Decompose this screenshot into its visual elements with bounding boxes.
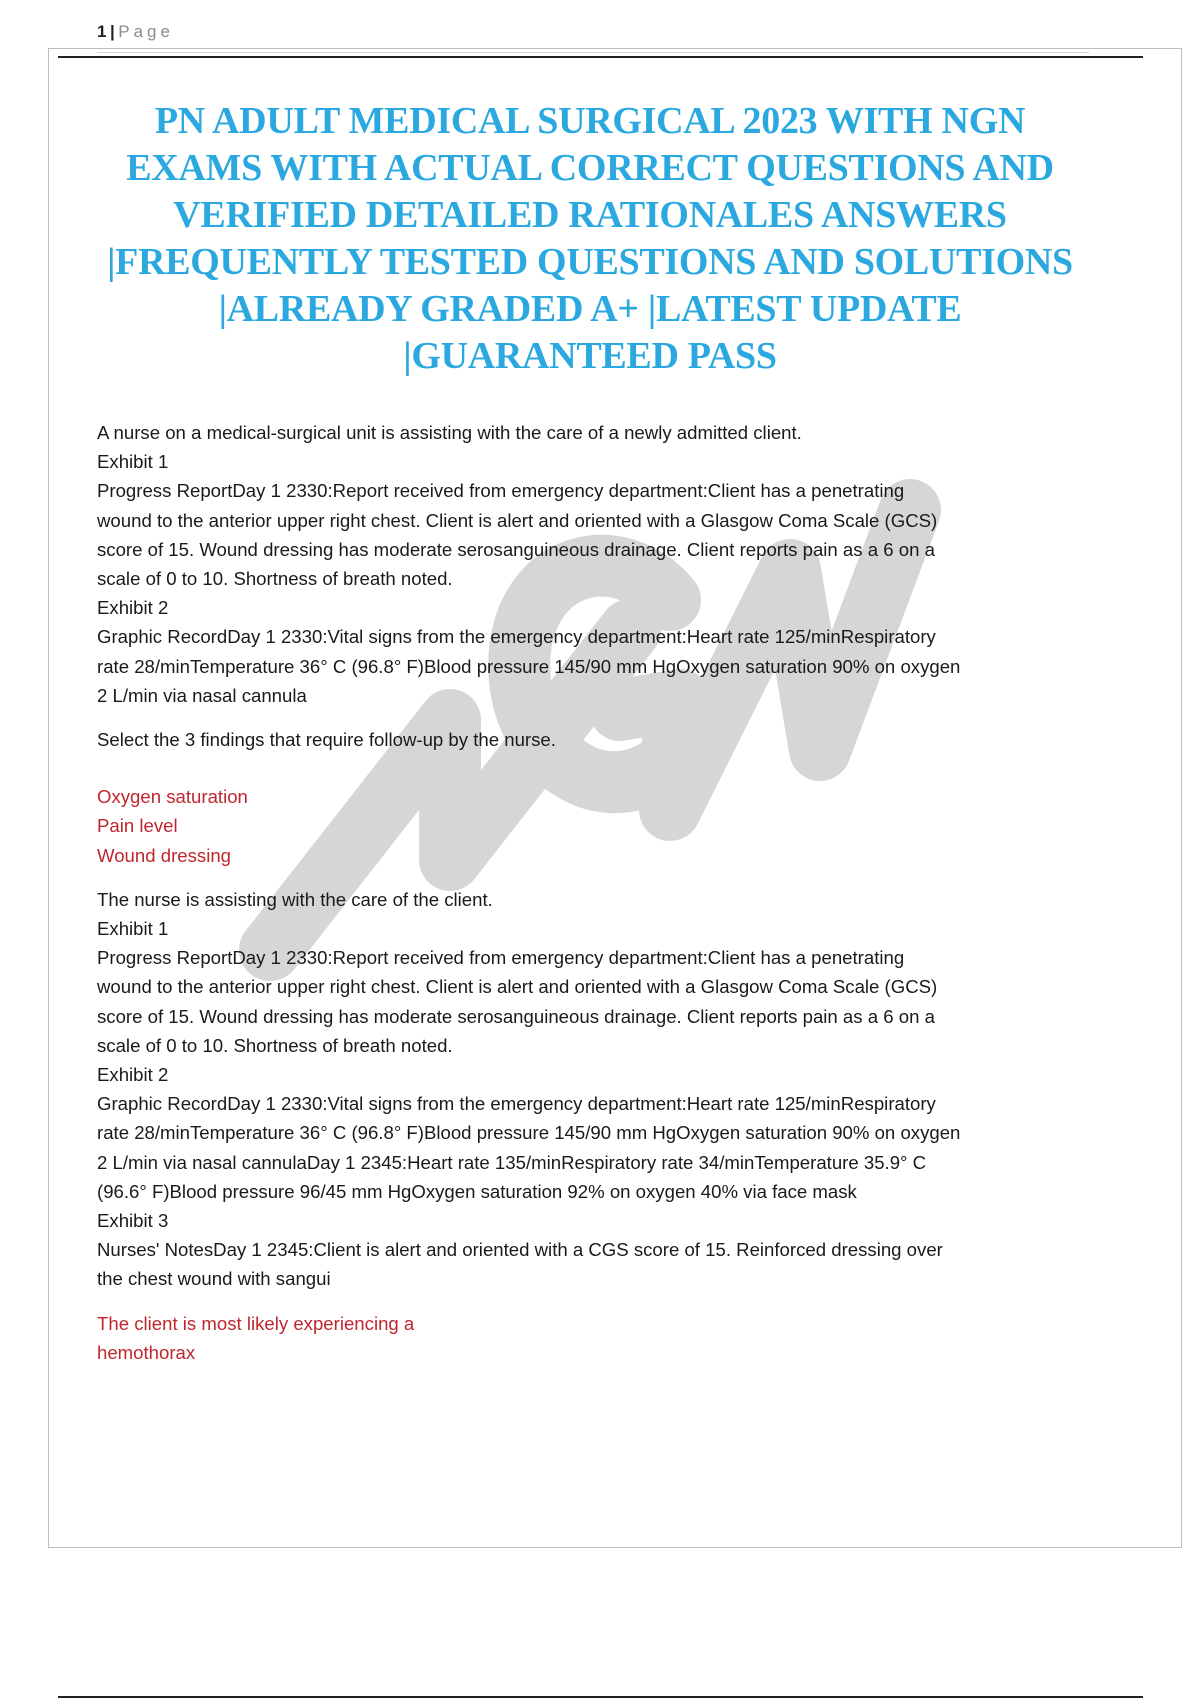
q1-exhibit1-line: scale of 0 to 10. Shortness of breath noted.	[97, 568, 453, 590]
page-number: 1	[97, 22, 107, 41]
q2-exhibit2-line: rate 28/minTemperature 36° C (96.8° F)Blood pressure 145/90 mm HgOxygen saturation 90% on oxygen	[97, 1122, 961, 1144]
q1-answer: Pain level	[97, 815, 178, 837]
q1-exhibit2-label: Exhibit 2	[97, 597, 169, 619]
q2-intro: The nurse is assisting with the care of the client.	[97, 888, 493, 910]
q1-exhibit1-line: Progress ReportDay 1 2330:Report received from emergency department:Client has a penetrating	[97, 480, 905, 502]
q2-answer: hemothorax	[97, 1341, 196, 1363]
bottom-rule	[58, 1696, 1143, 1698]
q2-exhibit2-line: Graphic RecordDay 1 2330:Vital signs from the emergency department:Heart rate 125/minRespiratory	[97, 1093, 936, 1115]
q1-exhibit2-line: Graphic RecordDay 1 2330:Vital signs from the emergency department:Heart rate 125/minRespiratory	[97, 626, 936, 648]
document-body	[97, 418, 1087, 1367]
q2-exhibit2-label: Exhibit 2	[97, 1064, 169, 1086]
q1-exhibit2-line: 2 L/min via nasal cannula	[97, 684, 307, 706]
q1-exhibit1-line: score of 15. Wound dressing has moderate serosanguineous drainage. Client reports pain as a 6 on a	[97, 538, 935, 560]
q2-exhibit3-line: the chest wound with sangui	[97, 1268, 331, 1290]
q2-exhibit1-line: score of 15. Wound dressing has moderate serosanguineous drainage. Client reports pain as a 6 on a	[97, 1005, 935, 1027]
q2-exhibit3-line: Nurses' NotesDay 1 2345:Client is alert and oriented with a CGS score of 15. Reinforced dressing over	[97, 1239, 943, 1261]
q1-exhibit1-line: wound to the anterior upper right chest. Client is alert and oriented with a Glasgow Coma Scale (GCS)	[97, 509, 938, 531]
q2-exhibit1-line: Progress ReportDay 1 2330:Report received from emergency department:Client has a penetrating	[97, 947, 905, 969]
q2-exhibit1-line: wound to the anterior upper right chest. Client is alert and oriented with a Glasgow Coma Scale (GCS)	[97, 976, 938, 998]
q1-intro: A nurse on a medical-surgical unit is assisting with the care of a newly admitted client.	[97, 422, 802, 443]
page-label: Page	[118, 22, 174, 41]
q1-exhibit2-line: rate 28/minTemperature 36° C (96.8° F)Blood pressure 145/90 mm HgOxygen saturation 90% on oxygen	[97, 655, 961, 677]
page-header	[97, 22, 1089, 53]
document-title: PN ADULT MEDICAL SURGICAL 2023 WITH NGN EXAMS WITH ACTUAL CORRECT QUESTIONS AND VERIFIED DETAILED RATIONALES ANSWERS |FREQUENTLY TESTED QUESTIONS AND SOLUTIONS |ALREADY GRADED A+ |LATEST UPDATE |GUARANTEED PASS	[107, 100, 1073, 377]
q1-answer: Oxygen saturation	[97, 786, 248, 808]
q1-answer: Wound dressing	[97, 844, 232, 866]
q1-exhibit1-label: Exhibit 1	[97, 451, 169, 473]
top-rule	[58, 56, 1143, 58]
q2-exhibit1-line: scale of 0 to 10. Shortness of breath noted.	[97, 1034, 453, 1056]
q2-answer: The client is most likely experiencing a	[97, 1312, 415, 1334]
q1-prompt: Select the 3 findings that require follow-up by the nurse.	[97, 729, 556, 751]
page-separator: |	[109, 22, 116, 41]
q2-exhibit2-line: 2 L/min via nasal cannulaDay 1 2345:Heart rate 135/minRespiratory rate 34/minTemperature 35.9° C	[97, 1151, 927, 1173]
q2-exhibit3-label: Exhibit 3	[97, 1210, 169, 1232]
q2-exhibit1-label: Exhibit 1	[97, 918, 169, 940]
q2-exhibit2-line: (96.6° F)Blood pressure 96/45 mm HgOxygen saturation 92% on oxygen 40% via face mask	[97, 1180, 857, 1202]
